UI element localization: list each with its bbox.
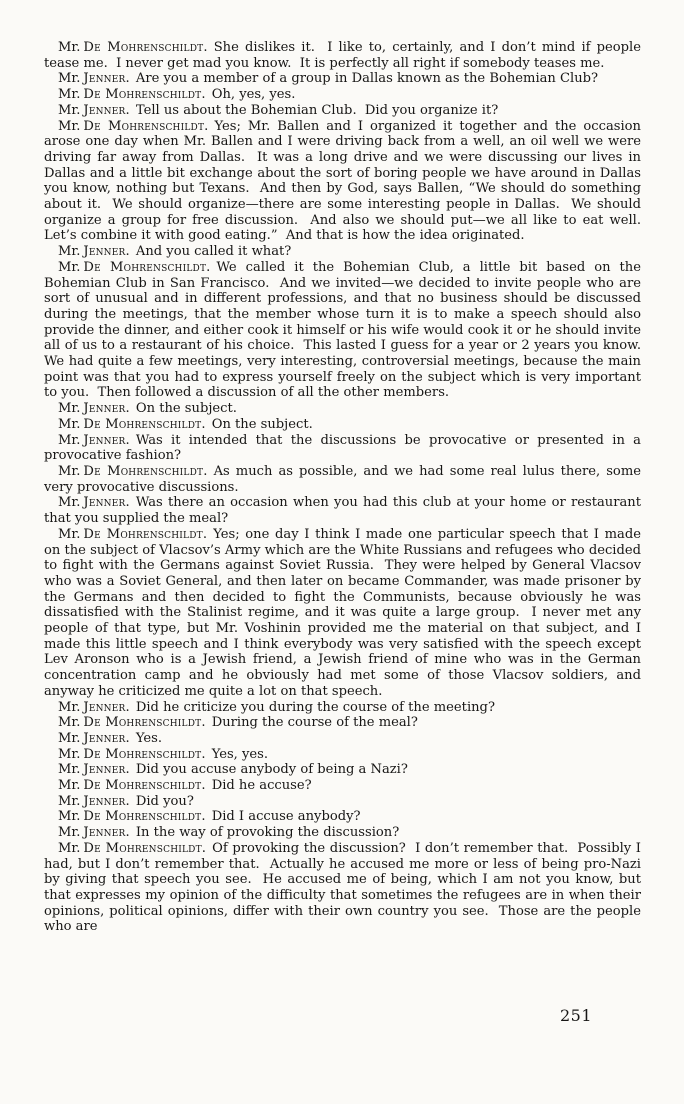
transcript-paragraph [44, 118, 650, 245]
speaker-prefix: Mr. [58, 416, 81, 432]
speaker-name: De Mohrenschildt. [83, 259, 211, 275]
speaker-prefix: Mr. [58, 526, 81, 542]
speaker-name: Jenner. [83, 793, 130, 809]
speaker-prefix: Mr. [58, 463, 81, 479]
speaker-name: De Mohrenschildt. [83, 746, 206, 762]
speech-text: Tell us about the Bohemian Club. Did you organize it? [135, 102, 499, 118]
transcript-paragraph [44, 495, 646, 527]
speaker-name: Jenner. [83, 102, 130, 118]
speaker-name: De Mohrenschildt. [83, 778, 206, 794]
speaker-name: Jenner. [83, 699, 130, 715]
transcript-paragraph [44, 809, 641, 825]
speaker-prefix: Mr. [58, 118, 81, 134]
speaker-prefix: Mr. [58, 746, 81, 762]
speaker-name: Jenner. [83, 401, 130, 417]
speech-text: We called it the Bohemian Club, a little bit based on the Bohemian Club in San Francisco. And we invited—we decided to invite people who are sort of unusual and in different professions, and that no business should be discussed during the meetings, that the member whose turn it is to make a speech should also provide the dinner, and either cook it himself or his wife would cook it or he should invite all of us to a restaurant of his choice. This lasted I guess for a year or 2 years you know. We had quite a few meetings, very interesting, controversial meetings, because the main point was that you had to express yourself freely on the subject which is very important to you. Then followed a discussion of all the other members. [44, 259, 650, 401]
speaker-name: De Mohrenschildt. [83, 715, 206, 731]
transcript-paragraph [44, 778, 641, 794]
speaker-prefix: Mr. [58, 102, 81, 118]
transcript-paragraph [44, 432, 646, 464]
speech-text: Did you? [135, 793, 194, 809]
transcript-paragraph [44, 463, 646, 495]
speaker-prefix: Mr. [58, 244, 81, 260]
speech-text: On the subject. [211, 416, 313, 432]
transcript-paragraph [44, 259, 650, 401]
transcript-paragraph [44, 526, 646, 700]
speech-text: Did you accuse anybody of being a Nazi? [135, 762, 408, 778]
speaker-name: De Mohrenschildt. [83, 118, 209, 134]
speech-text: Did he accuse? [211, 778, 312, 794]
transcript-paragraph [44, 825, 641, 841]
speaker-name: De Mohrenschildt. [83, 40, 208, 55]
transcript-paragraph [44, 762, 641, 778]
speech-text: She dislikes it. I like to, certainly, and I don’t mind if people tease me. I never get mad you know. It is perfectly all right if somebody teases me. [44, 40, 646, 71]
speech-text: On the subject. [135, 401, 237, 417]
speech-text: During the course of the meal? [211, 715, 418, 731]
transcript-paragraph [44, 244, 641, 260]
speaker-prefix: Mr. [58, 259, 81, 275]
speaker-name: Jenner. [83, 244, 130, 260]
speech-text: Yes, yes. [211, 746, 269, 762]
speaker-name: Jenner. [83, 71, 130, 87]
speaker-prefix: Mr. [58, 71, 81, 87]
speaker-prefix: Mr. [58, 730, 81, 746]
transcript-paragraph [44, 731, 641, 747]
speaker-name: Jenner. [83, 825, 130, 841]
speaker-prefix: Mr. [58, 40, 81, 55]
transcript-paragraph [44, 840, 646, 935]
speech-text: Oh, yes, yes. [211, 87, 296, 103]
speaker-prefix: Mr. [58, 401, 81, 417]
transcript-paragraph [44, 40, 646, 71]
speech-text: Are you a member of a group in Dallas known as the Bohemian Club? [135, 71, 599, 87]
transcript-paragraph [44, 794, 641, 810]
speech-text: Yes; Mr. Ballen and I organized it together and the occasion arose one day when Mr. Ballen and I were driving back from a well, an oil well we were driving far away from Dallas. It was a long drive and we were discussing our lives in Dallas and a little bit exchange about the sort of boring people we have around in Dallas you know, nothing but Texans. And then by God, says Ballen, “We should do something about it. We should organize—there are some interesting people in Dallas. We should organize a group for free discussion. And also we should put—we all like to eat well. Let’s combine it with good eating.” And that is how the idea originated. [44, 118, 650, 244]
speaker-name: Jenner. [83, 762, 130, 778]
speech-text: Yes; one day I think I made one particular speech that I made on the subject of Vlacsov’s Army which are the White Russians and refugees who decided to fight with the Germans against Soviet Russia. They were helped by General Vlacsov who was a Soviet General, and then later on became Commander, was made prisoner by the Germans and then decided to fight the Communists, because obviously he was dissatisfied with the Stalinist regime, and it was quite a large group. I never met any people of that type, but Mr. Voshinin provided me the material on that subject, and I made this little speech and I think everybody was very satisfied with the speech except Lev Aronson who is a Jewish friend, a Jewish friend of mine who was in the German concentration camp and he obviously had met some of those Vlacsov soldiers, and anyway he criticized me quite a lot on that speech. [44, 526, 646, 699]
speaker-name: Jenner. [83, 432, 130, 448]
speaker-prefix: Mr. [58, 762, 81, 778]
transcript-paragraph [44, 747, 641, 763]
transcript-paragraph [44, 700, 641, 716]
speaker-prefix: Mr. [58, 715, 81, 731]
speaker-name: De Mohrenschildt. [83, 87, 206, 103]
speaker-name: De Mohrenschildt. [83, 809, 206, 825]
speaker-name: Jenner. [83, 730, 130, 746]
speaker-name: De Mohrenschildt. [83, 416, 206, 432]
speech-text: And you called it what? [135, 244, 292, 260]
speech-text: Was there an occasion when you had this club at your home or restaurant that you supplied the meal? [44, 495, 646, 527]
speech-text: Yes. [135, 730, 163, 746]
transcript-paragraph [44, 103, 641, 119]
speaker-prefix: Mr. [58, 793, 81, 809]
speech-text: As much as possible, and we had some real lulus there, some very provocative discussions. [44, 463, 646, 495]
speaker-prefix: Mr. [58, 699, 81, 715]
transcript [44, 40, 650, 935]
speech-text: Did I accuse anybody? [211, 809, 361, 825]
transcript-paragraph [44, 71, 641, 87]
speaker-name: Jenner. [83, 495, 130, 511]
speaker-name: De Mohrenschildt. [83, 840, 207, 856]
speaker-prefix: Mr. [58, 840, 81, 856]
speaker-prefix: Mr. [58, 825, 81, 841]
page-number: 251 [559, 1006, 592, 1025]
speaker-prefix: Mr. [58, 432, 81, 448]
speaker-prefix: Mr. [58, 87, 81, 103]
speech-text: Did he criticize you during the course of the meeting? [135, 699, 495, 715]
speaker-prefix: Mr. [58, 778, 81, 794]
speaker-name: De Mohrenschildt. [83, 526, 208, 542]
transcript-paragraph [44, 87, 641, 103]
speaker-prefix: Mr. [58, 809, 81, 825]
speech-text: Of provoking the discussion? I don’t remember that. Possibly I had, but I don’t remember that. Actually he accused me more or less of being pro-Nazi by giving that speech you see. He accused me of being, which I am not you know, but that expresses my opinion of the difficulty that sometimes the refugees are in when their opinions, political opinions, differ with their own country you see. Those are the people who are [44, 840, 646, 935]
speaker-name: De Mohrenschildt. [83, 463, 208, 479]
transcript-paragraph [44, 715, 641, 731]
transcript-paragraph [44, 417, 641, 433]
transcript-paragraph [44, 401, 641, 417]
speaker-prefix: Mr. [58, 495, 81, 511]
speech-text: Was it intended that the discussions be provocative or presented in a provocative fashion? [44, 432, 646, 464]
speech-text: In the way of provoking the discussion? [135, 825, 400, 841]
